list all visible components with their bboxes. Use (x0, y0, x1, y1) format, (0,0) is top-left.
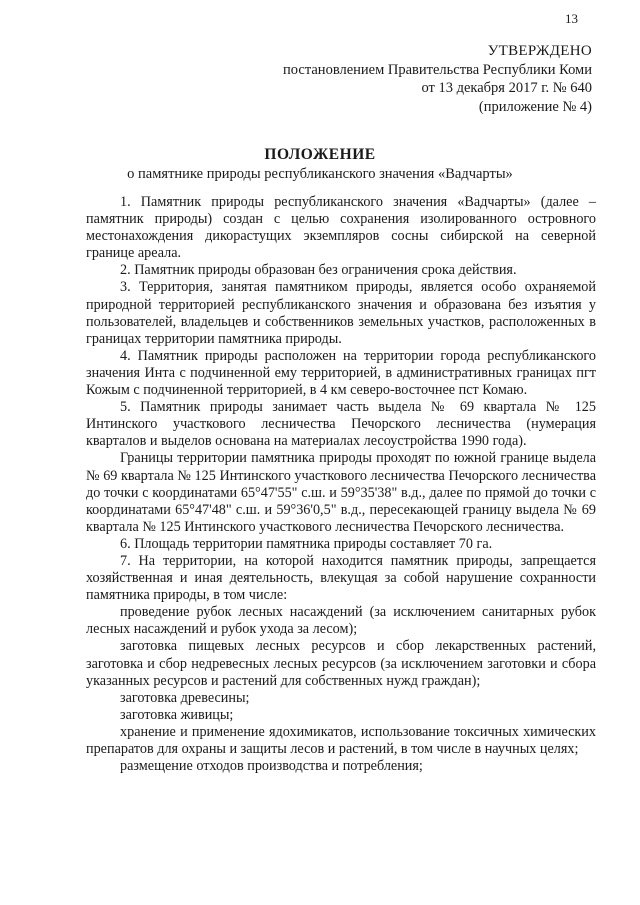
prohibition-item: заготовка пищевых лесных ресурсов и сбор лекарственных растений, заготовка и сбор недревесных лесных ресурсов (за исключением заготовки и сбора указанных ресурсов и растений для собственных нужд граждан); (86, 638, 596, 689)
paragraph-7: 7. На территории, на которой находится памятник природы, запрещается хозяйственная и иная деятельность, влекущая за собой нарушение сохранности памятника природы, в том числе: (86, 552, 596, 604)
paragraph-1: 1. Памятник природы республиканского значения «Вадчарты» (далее – памятник природы) создан с целью сохранения изолированного островного местонахождения дикорастущих экземпляров сосны сибирской на северной границе ареала. (86, 194, 596, 262)
paragraph-boundaries: Границы территории памятника природы проходят по южной границе выдела № 69 квартала № 125 Интинского участкового лесничества Печорского лесничества до точки с координатами 65°47'55" с.ш. и 59°35'38" в.д., далее по прямой до точки с координатами 65°47'48" с.ш. и 59°36'0,5" в.д., пересекающей границу выдела № 69 квартала № 125 Интинского участкового лесничества Печорского лесничества. (86, 450, 596, 535)
document-title: ПОЛОЖЕНИЕ (264, 146, 376, 163)
approval-date: от 13 декабря 2017 г. № 640 (421, 80, 592, 96)
document-subtitle: о памятнике природы республиканского значения «Вадчарты» (127, 166, 513, 182)
paragraph-4: 4. Памятник природы расположен на территории города республиканского значения Инта с подчиненной ему территорией, в административных границах пгт Кожым с подчиненной территорией, в 4 км северо-восточнее пст Комаю. (86, 347, 596, 399)
prohibition-item: хранение и применение ядохимикатов, использование токсичных химических препаратов для охраны и защиты лесов и растений, в том числе в научных целях; (86, 723, 596, 757)
approval-stamp: УТВЕРЖДЕНО (487, 43, 592, 59)
approval-decree: постановлением Правительства Республики Коми (283, 61, 592, 78)
prohibition-item: заготовка живицы; (120, 706, 234, 723)
prohibition-item: проведение рубок лесных насаждений (за исключением санитарных рубок лесных насаждений и рубок ухода за лесом); (86, 604, 596, 638)
paragraph-3: 3. Территория, занятая памятником природы, является особо охраняемой природной территорией республиканского значения и образована без изъятия у пользователей, владельцев и собственников земельных участков, расположенных в границах территории памятника природы. (86, 279, 596, 347)
paragraph-2: 2. Памятник природы образован без ограничения срока действия. (120, 262, 517, 279)
page-number: 13 (565, 11, 578, 26)
prohibition-item: заготовка древесины; (120, 689, 250, 706)
approval-block (283, 42, 592, 116)
paragraph-6: 6. Площадь территории памятника природы составляет 70 га. (120, 535, 493, 552)
approval-appendix: (приложение № 4) (478, 98, 592, 115)
document-body (86, 194, 596, 775)
prohibition-item: размещение отходов производства и потребления; (120, 758, 423, 775)
paragraph-5: 5. Памятник природы занимает часть выдела № 69 квартала № 125 Интинского участкового лесничества Печорского лесничества (нумерация кварталов и выделов основана на материалах лесоустройства 1990 года). (86, 399, 596, 450)
